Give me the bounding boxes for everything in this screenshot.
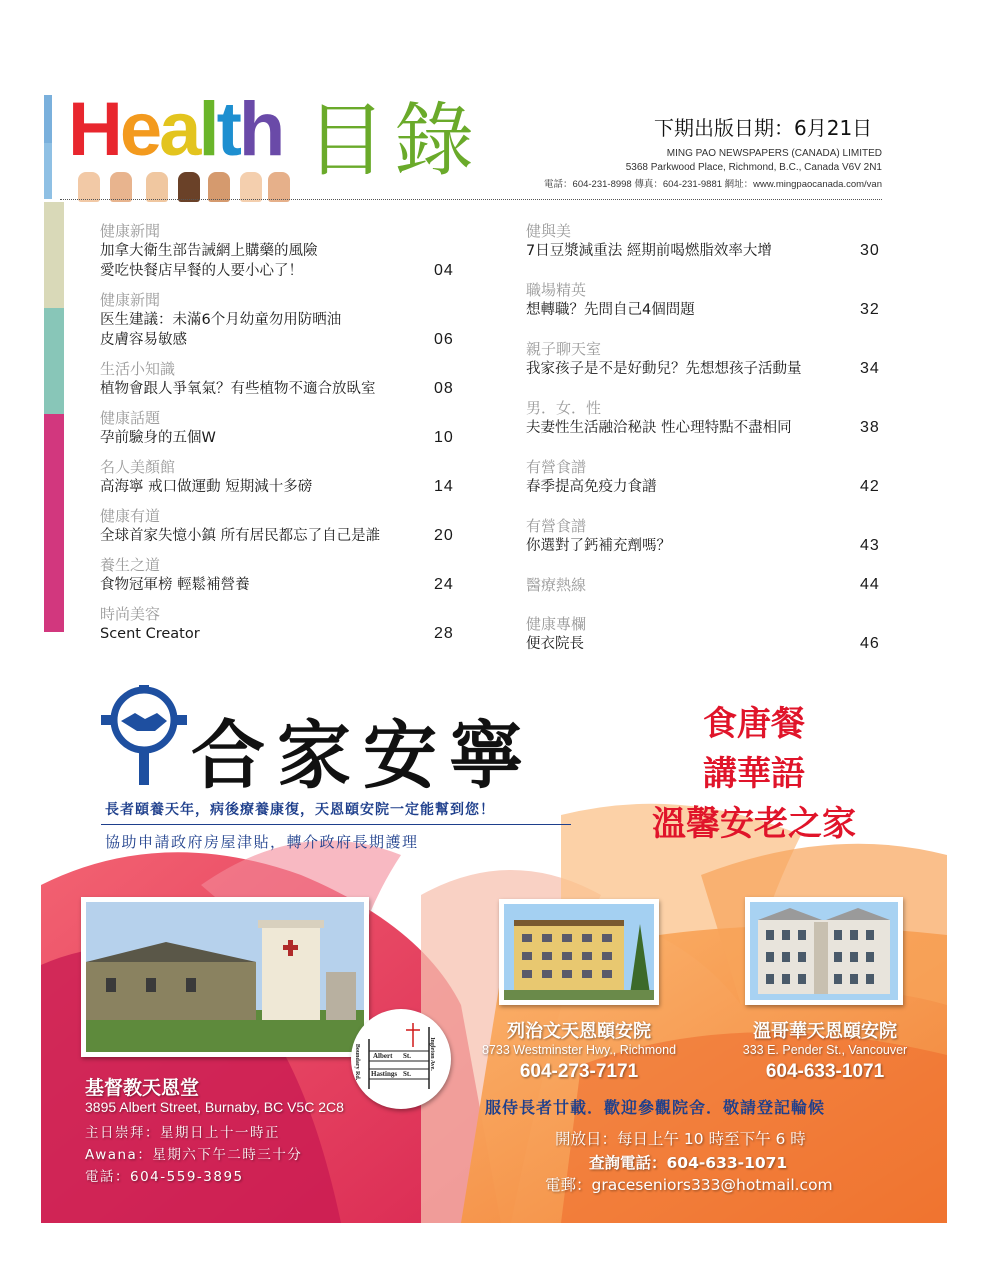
ad-slogan-primary: 長者頤養天年，病後療養康復，天恩頤安院一定能幫到您！ xyxy=(105,802,495,818)
health-logo-letter: l xyxy=(198,87,217,172)
toc-entry[interactable] xyxy=(526,575,586,595)
header-color-bar-lower xyxy=(44,143,52,199)
map-label-hastings: Hastings xyxy=(371,1070,398,1078)
richmond-home-phone: 604-273-7171 xyxy=(519,1061,639,1082)
toc-category: 男．女．性 xyxy=(526,399,602,417)
vancouver-home-phone: 604-633-1071 xyxy=(765,1061,885,1082)
inquiry-phone: 查詢電話：604-633-1071 xyxy=(589,1154,788,1172)
toc-title: 想轉職？先問自己4個問題 xyxy=(526,302,695,318)
toc-title: 孕前驗身的五個W xyxy=(100,430,216,446)
toc-category: 名人美顏館 xyxy=(100,458,176,476)
church-sunday-service: 主日崇拜：星期日上十一時正 xyxy=(85,1125,280,1141)
toc-page-number: 43 xyxy=(860,537,880,554)
toc-title: 全球首家失憶小鎮 所有居民都忘了自己是誰 xyxy=(100,528,381,544)
richmond-home-address: 8733 Westminster Hwy., Richmond xyxy=(481,1043,677,1057)
toc-page-number: 44 xyxy=(860,576,880,593)
header-divider xyxy=(60,199,882,200)
church-illustration xyxy=(86,902,364,1052)
red-slogan-line: 講華語 xyxy=(703,754,805,794)
toc-entry[interactable] xyxy=(526,398,792,438)
toc-category: 健康新聞 xyxy=(100,222,161,240)
toc-title: 愛吃快餐店早餐的人要小心了！ xyxy=(100,263,303,279)
toc-page-number: 10 xyxy=(434,429,454,446)
toc-page-number: 28 xyxy=(434,625,454,642)
side-strip-beige xyxy=(44,202,64,308)
toc-entry[interactable] xyxy=(100,408,216,448)
slogan-divider xyxy=(101,824,571,825)
vancouver-home-address: 333 E. Pender St., Vancouver xyxy=(742,1043,908,1057)
toc-entry[interactable] xyxy=(100,359,376,399)
open-hours: 開放日：每日上午 10 時至下午 6 時 xyxy=(555,1130,806,1148)
toc-category: 有營食譜 xyxy=(526,458,587,476)
toc-page-number: 32 xyxy=(860,301,880,318)
toc-category: 醫療熱線 xyxy=(526,576,587,594)
toc-page-number: 46 xyxy=(860,635,880,652)
toc-title: 医生建議：未滿6个月幼童勿用防晒油 xyxy=(100,312,342,328)
toc-category: 職場精英 xyxy=(526,281,587,299)
church-name: 基督教天恩堂 xyxy=(85,1077,200,1099)
toc-title: 我家孩子是不是好動兒？先想想孩子活動量 xyxy=(526,361,802,377)
map-label-ingleton: Ingleton Ave. xyxy=(428,1037,435,1071)
map-label-st: St. xyxy=(403,1052,411,1060)
service-slogan: 服侍長者廿載．歡迎參觀院舍．敬請登記輪候 xyxy=(485,1098,826,1117)
richmond-home-photo xyxy=(499,899,659,1005)
publisher-contact: 電話：604-231-8998 傳真：604-231-9881 網址：www.mingpaocanada.com/van xyxy=(544,179,882,190)
publisher-name: MING PAO NEWSPAPERS (CANADA) LIMITED xyxy=(666,148,882,159)
toc-category: 時尚美容 xyxy=(100,605,161,623)
location-map xyxy=(351,1009,451,1109)
church-address: 3895 Albert Street, Burnaby, BC V5C 2C8 xyxy=(85,1099,344,1115)
richmond-building-illustration xyxy=(504,904,654,1000)
toc-title: 便衣院長 xyxy=(526,636,584,652)
toc-entry[interactable] xyxy=(526,280,695,320)
red-slogan-block xyxy=(639,699,869,849)
toc-title: 7日豆漿減重法 經期前喝燃脂效率大增 xyxy=(526,243,772,259)
church-photo xyxy=(81,897,369,1057)
vancouver-home-photo xyxy=(745,897,903,1005)
toc-entry[interactable] xyxy=(526,457,657,497)
publisher-address: 5368 Parkwood Place, Richmond, B.C., Canada V6V 2N1 xyxy=(625,162,882,173)
toc-entry[interactable] xyxy=(100,221,318,281)
toc-page-number: 06 xyxy=(434,331,454,348)
toc-page-number: 38 xyxy=(860,419,880,436)
toc-entry[interactable] xyxy=(526,516,671,556)
cross-handshake-logo xyxy=(101,685,187,785)
toc-page-number: 04 xyxy=(434,262,454,279)
toc-category: 健康專欄 xyxy=(526,615,587,633)
toc-entry[interactable] xyxy=(100,506,380,546)
toc-title: 加拿大衛生部告誡網上購藥的風險 xyxy=(100,243,318,259)
toc-title: 植物會跟人爭氧氣？有些植物不適合放臥室 xyxy=(100,381,376,397)
toc-page-number: 14 xyxy=(434,478,454,495)
toc-title: 食物冠軍榜 輕鬆補營養 xyxy=(100,577,250,593)
vancouver-home-name: 溫哥華天恩頤安院 xyxy=(753,1021,897,1042)
map-label-albert: Albert xyxy=(373,1052,393,1060)
church-phone: 電話：604-559-3895 xyxy=(85,1169,244,1185)
health-logo-letter: a xyxy=(159,87,199,172)
health-logo xyxy=(68,87,298,202)
toc-title: 春季提高免疫力食譜 xyxy=(526,479,657,495)
toc-category: 健康話題 xyxy=(100,409,161,427)
toc-entry[interactable] xyxy=(100,604,200,644)
church-awana-service: Awana：星期六下午二時三十分 xyxy=(85,1147,303,1163)
health-logo-letter: t xyxy=(216,87,239,172)
toc-category: 健康有道 xyxy=(100,507,161,525)
vancouver-building-illustration xyxy=(750,902,898,1000)
side-strip-teal xyxy=(44,308,64,414)
toc-title: 夫妻性生活融洽秘訣 性心理特點不盡相同 xyxy=(526,420,792,436)
toc-entry[interactable] xyxy=(100,555,250,595)
red-slogan-line: 食唐餐 xyxy=(703,704,805,744)
brand-title: 合家安寧 xyxy=(191,713,535,799)
toc-entry[interactable] xyxy=(526,339,802,379)
toc-page-number: 42 xyxy=(860,478,880,495)
toc-title: 皮膚容易敏感 xyxy=(100,332,187,348)
toc-entry[interactable] xyxy=(526,614,586,654)
side-strip-magenta xyxy=(44,414,64,632)
toc-page-number: 24 xyxy=(434,576,454,593)
toc-category: 健與美 xyxy=(526,222,572,240)
toc-title: 你選對了鈣補充劑嗎？ xyxy=(526,538,671,554)
map-label-boundary: Boundary Rd. xyxy=(354,1043,361,1081)
toc-category: 健康新聞 xyxy=(100,291,161,309)
toc-page-number: 08 xyxy=(434,380,454,397)
advertisement xyxy=(41,675,947,1223)
toc-category: 有營食譜 xyxy=(526,517,587,535)
toc-entry[interactable] xyxy=(100,457,312,497)
toc-entry[interactable] xyxy=(526,221,772,261)
toc-category: 親子聊天室 xyxy=(526,340,602,358)
next-issue-date: 下期出版日期：6月21日 xyxy=(654,116,873,140)
ad-slogan-secondary: 協助申請政府房屋津貼，轉介政府長期護理 xyxy=(105,833,419,851)
health-logo-letter: h xyxy=(238,87,283,172)
toc-page-number: 20 xyxy=(434,527,454,544)
richmond-home-name: 列治文天恩頤安院 xyxy=(507,1021,651,1042)
hands-illustration xyxy=(68,168,298,202)
toc-page-number: 34 xyxy=(860,360,880,377)
toc-category: 養生之道 xyxy=(100,556,161,574)
health-logo-text xyxy=(68,87,283,172)
map-lines xyxy=(351,1009,451,1109)
toc-page-number: 30 xyxy=(860,242,880,259)
health-logo-letter: H xyxy=(68,87,120,172)
red-slogan-line: 溫馨安老之家 xyxy=(652,804,856,844)
toc-category: 生活小知識 xyxy=(100,360,176,378)
toc-title: 高海寧 戒口做運動 短期減十多磅 xyxy=(100,479,313,495)
contact-email: 電郵：graceseniors333@hotmail.com xyxy=(545,1176,833,1194)
health-logo-letter: e xyxy=(119,87,160,172)
map-label-st: St. xyxy=(403,1070,411,1078)
toc-title: Scent Creator xyxy=(100,626,200,642)
toc-heading: 目錄 xyxy=(306,94,482,187)
toc-entry[interactable] xyxy=(100,290,341,350)
